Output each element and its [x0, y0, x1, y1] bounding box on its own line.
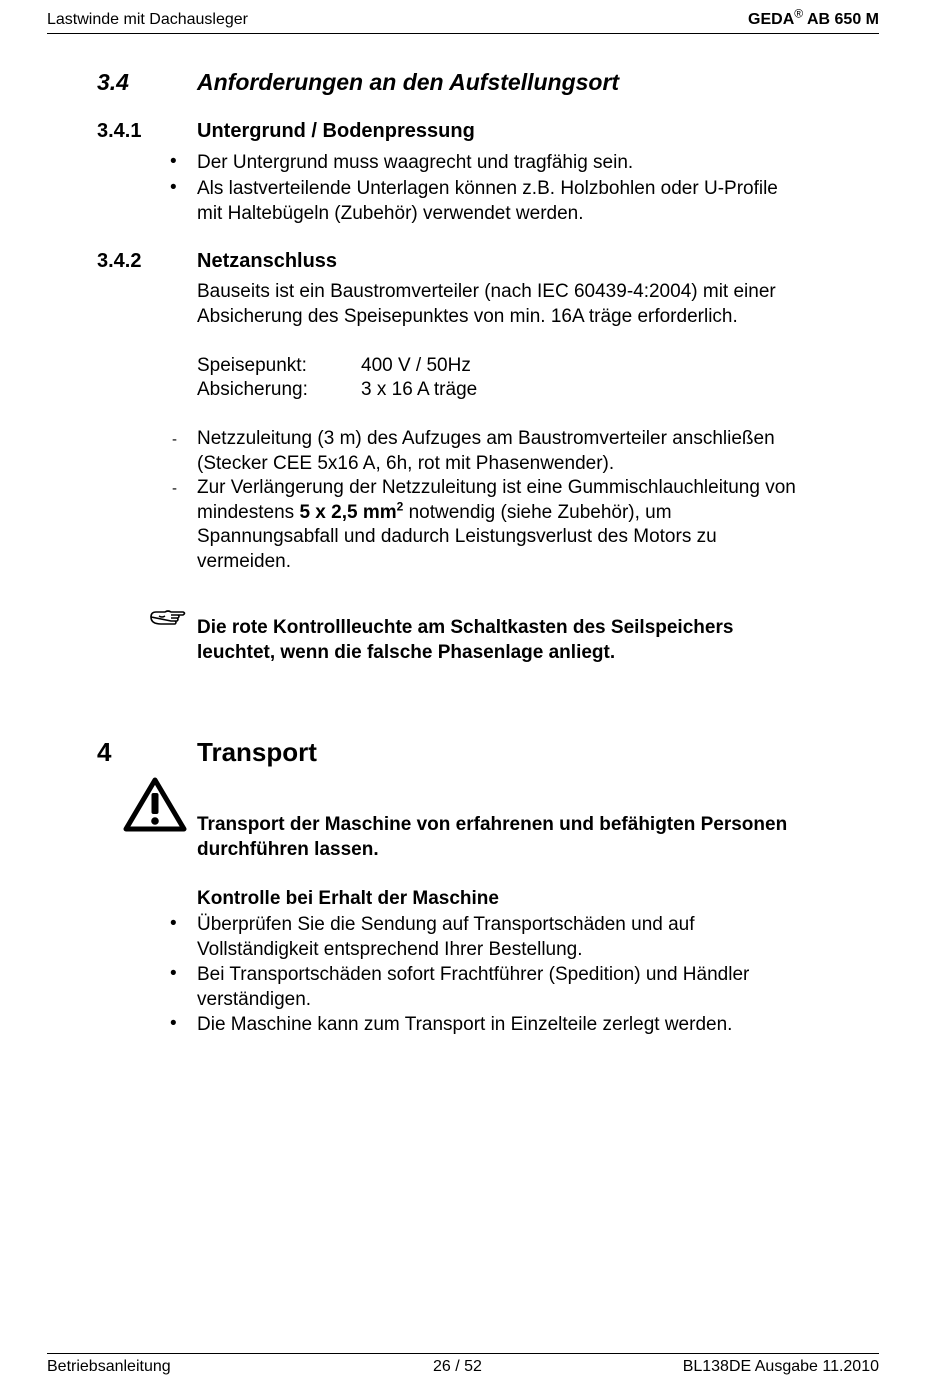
- list-item: [197, 177, 778, 226]
- section-3-4-number: 3.4: [97, 69, 129, 95]
- cable-spec: 5 x 2,5 mm: [299, 501, 397, 523]
- list-item-text: Vollständigkeit entsprechend Ihrer Bestellung.: [197, 938, 583, 960]
- header-document-title: Lastwinde mit Dachausleger: [47, 11, 248, 28]
- dash-item-text: vermeiden.: [197, 550, 291, 572]
- list-item-text: Die Maschine kann zum Transport in Einzelteile zerlegt werden.: [197, 1014, 733, 1035]
- list-item: [197, 1013, 732, 1038]
- text-span: mindestens: [197, 501, 300, 523]
- spec-label: Speisepunkt:: [197, 355, 307, 376]
- bullet-marker: •: [170, 177, 177, 198]
- header-model: AB 650 M: [806, 11, 879, 28]
- footer-page-number: 26 / 52: [433, 1358, 482, 1375]
- list-item: [197, 963, 749, 1012]
- footer-edition: BL138DE Ausgabe 11.2010: [682, 1358, 879, 1375]
- list-item-text: Bei Transportschäden sofort Frachtführer (Spedition) und Händler: [197, 964, 750, 985]
- dash-item-text: [197, 501, 796, 526]
- paragraph-line: Absicherung des Speisepunktes von min. 16A träge erforderlich.: [197, 305, 738, 327]
- section-3-4-1-number: 3.4.1: [97, 120, 142, 142]
- footer-document-type: Betriebsanleitung: [47, 1358, 171, 1375]
- section-3-4-2-number: 3.4.2: [97, 250, 142, 272]
- header-rule: [47, 33, 879, 34]
- list-item-text: Der Untergrund muss waagrecht und tragfähig sein.: [197, 152, 634, 173]
- note-text: [197, 616, 733, 665]
- dash-item-text: Zur Verlängerung der Netzzuleitung ist eine Gummischlauchleitung von: [197, 477, 796, 498]
- dash-item-text: (Stecker CEE 5x16 A, 6h, rot mit Phasenwender).: [197, 452, 615, 474]
- warning-line: durchführen lassen.: [197, 838, 379, 860]
- dash-item-text: Netzzuleitung (3 m) des Aufzuges am Baustromverteiler anschließen: [197, 428, 775, 449]
- list-item-text: Als lastverteilende Unterlagen können z.B. Holzbohlen oder U-Profile: [197, 178, 778, 199]
- spec-value: 400 V / 50Hz: [361, 355, 471, 376]
- section-3-4-title: Anforderungen an den Aufstellungsort: [197, 69, 620, 95]
- list-item-text: mit Haltebügeln (Zubehör) verwendet werden.: [197, 202, 584, 224]
- note-line: leuchtet, wenn die falsche Phasenlage anliegt.: [197, 641, 616, 663]
- footer-rule: [47, 1353, 879, 1354]
- bullet-marker: •: [170, 913, 177, 934]
- header-brand: GEDA: [748, 11, 795, 28]
- spec-value: 3 x 16 A träge: [361, 379, 478, 400]
- dash-item: [197, 427, 775, 476]
- list-item-text: Überprüfen Sie die Sendung auf Transportschäden und auf: [197, 914, 695, 935]
- chapter-4-number: 4: [97, 737, 112, 767]
- section-3-4-1-title: Untergrund / Bodenpressung: [197, 120, 475, 142]
- header-product: [748, 6, 879, 29]
- superscript: 2: [396, 499, 404, 514]
- dash-item: [197, 476, 796, 574]
- warning-text: [197, 813, 787, 862]
- list-item: [197, 151, 633, 176]
- paragraph-line: Bauseits ist ein Baustromverteiler (nach IEC 60439-4:2004) mit einer: [197, 281, 776, 302]
- note-line: Die rote Kontrollleuchte am Schaltkasten des Seilspeichers: [197, 617, 734, 638]
- dash-item-text: Spannungsabfall und dadurch Leistungsverlust des Motors zu: [197, 526, 717, 547]
- bullet-marker: •: [170, 1013, 177, 1034]
- dash-marker: -: [172, 431, 177, 448]
- section-3-4-2-title: Netzanschluss: [197, 250, 338, 272]
- chapter-4-title: Transport: [197, 737, 317, 767]
- header-registered-mark: ®: [794, 6, 804, 21]
- pointing-hand-icon: [149, 607, 187, 636]
- dash-marker: -: [172, 480, 177, 497]
- warning-triangle-icon: [122, 776, 188, 839]
- transport-subheading: Kontrolle bei Erhalt der Maschine: [197, 888, 499, 909]
- spec-label: Absicherung:: [197, 379, 308, 400]
- list-item: [197, 913, 695, 962]
- warning-line: Transport der Maschine von erfahrenen und befähigten Personen: [197, 814, 788, 835]
- bullet-marker: •: [170, 963, 177, 984]
- text-span: notwendig (siehe Zubehör), um: [403, 501, 672, 523]
- section-3-4-2-intro: [197, 280, 776, 329]
- list-item-text: verständigen.: [197, 988, 312, 1010]
- bullet-marker: •: [170, 151, 177, 172]
